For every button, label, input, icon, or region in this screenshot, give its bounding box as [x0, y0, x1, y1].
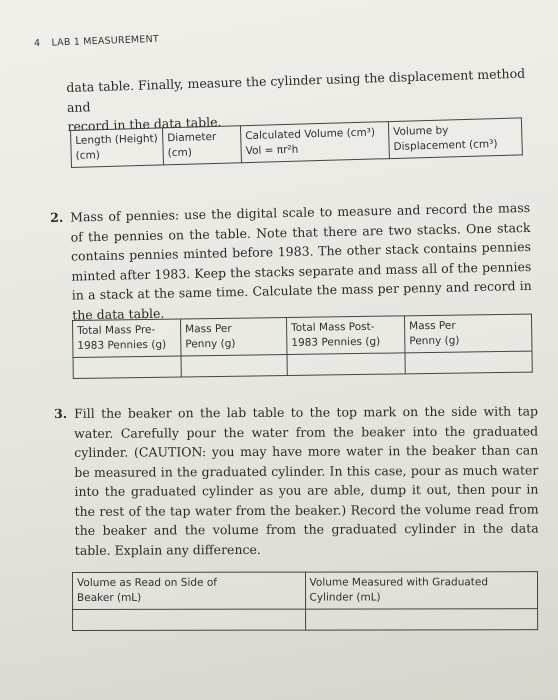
blank-cell: [305, 609, 538, 630]
item-number: 3.: [54, 405, 68, 421]
table-header-row: [73, 572, 538, 610]
intro-line-2: record in the data table.: [67, 114, 222, 134]
item-text: Mass of pennies: use the digital scale to measure and record the mass of the pennies on the table. Note that there are two stacks. One stack contains pennies minted before 1983. The other stack contains pennies minted after 1983. Keep the stacks separate and mass all of the pennies in a stack at the same time. Calculate the mass per penny and record in the data table.: [70, 199, 532, 323]
item-number: 2.: [50, 209, 64, 225]
header-cell: Calculated Volume (cm³) Vol = πr²h: [240, 122, 389, 163]
header-cell: Length (Height) (cm): [71, 128, 164, 168]
penny-mass-data-table: [72, 314, 533, 379]
header-cell: Volume Measured with Graduated Cylinder (mL): [305, 572, 538, 609]
table-row: [73, 609, 538, 631]
chapter-title: LAB 1 MEASUREMENT: [51, 33, 160, 49]
header-cell: Total Mass Post- 1983 Pennies (g): [286, 316, 405, 355]
item-text: Fill the beaker on the lab table to the top mark on the side with tap water. Carefully pour the water from the beaker into the graduated cylinder. (CAUTION: you may have more water in the beaker than can be measured in the graduated cylinder. In this case, pour as much water into the graduated cylinder as you are able, dump it out, then pour in the rest of the tap water from the beaker.) Record the volume read from the beaker and the volume from the graduated cylinder in the data table. Explain any difference.: [74, 403, 539, 558]
table-header-row: [73, 314, 532, 357]
page-number: 4: [33, 37, 41, 50]
header-cell: Mass Per Penny (g): [404, 314, 532, 353]
intro-line-1: data table. Finally, measure the cylinder using the displacement method and: [66, 65, 526, 115]
blank-cell: [181, 355, 287, 377]
instruction-item-2: [50, 198, 532, 325]
header-cell: Diameter (cm): [162, 126, 241, 165]
blank-cell: [405, 351, 532, 374]
water-volume-data-table: [72, 571, 538, 631]
instruction-item-3: [54, 401, 539, 560]
blank-cell: [287, 353, 405, 376]
header-cell: Total Mass Pre- 1983 Pennies (g): [73, 319, 182, 358]
header-cell: Volume as Read on Side of Beaker (mL): [73, 572, 306, 609]
header-cell: Mass Per Penny (g): [180, 318, 287, 356]
blank-cell: [73, 356, 181, 379]
header-cell: Volume by Displacement (cm³): [388, 118, 522, 159]
blank-cell: [73, 609, 306, 630]
